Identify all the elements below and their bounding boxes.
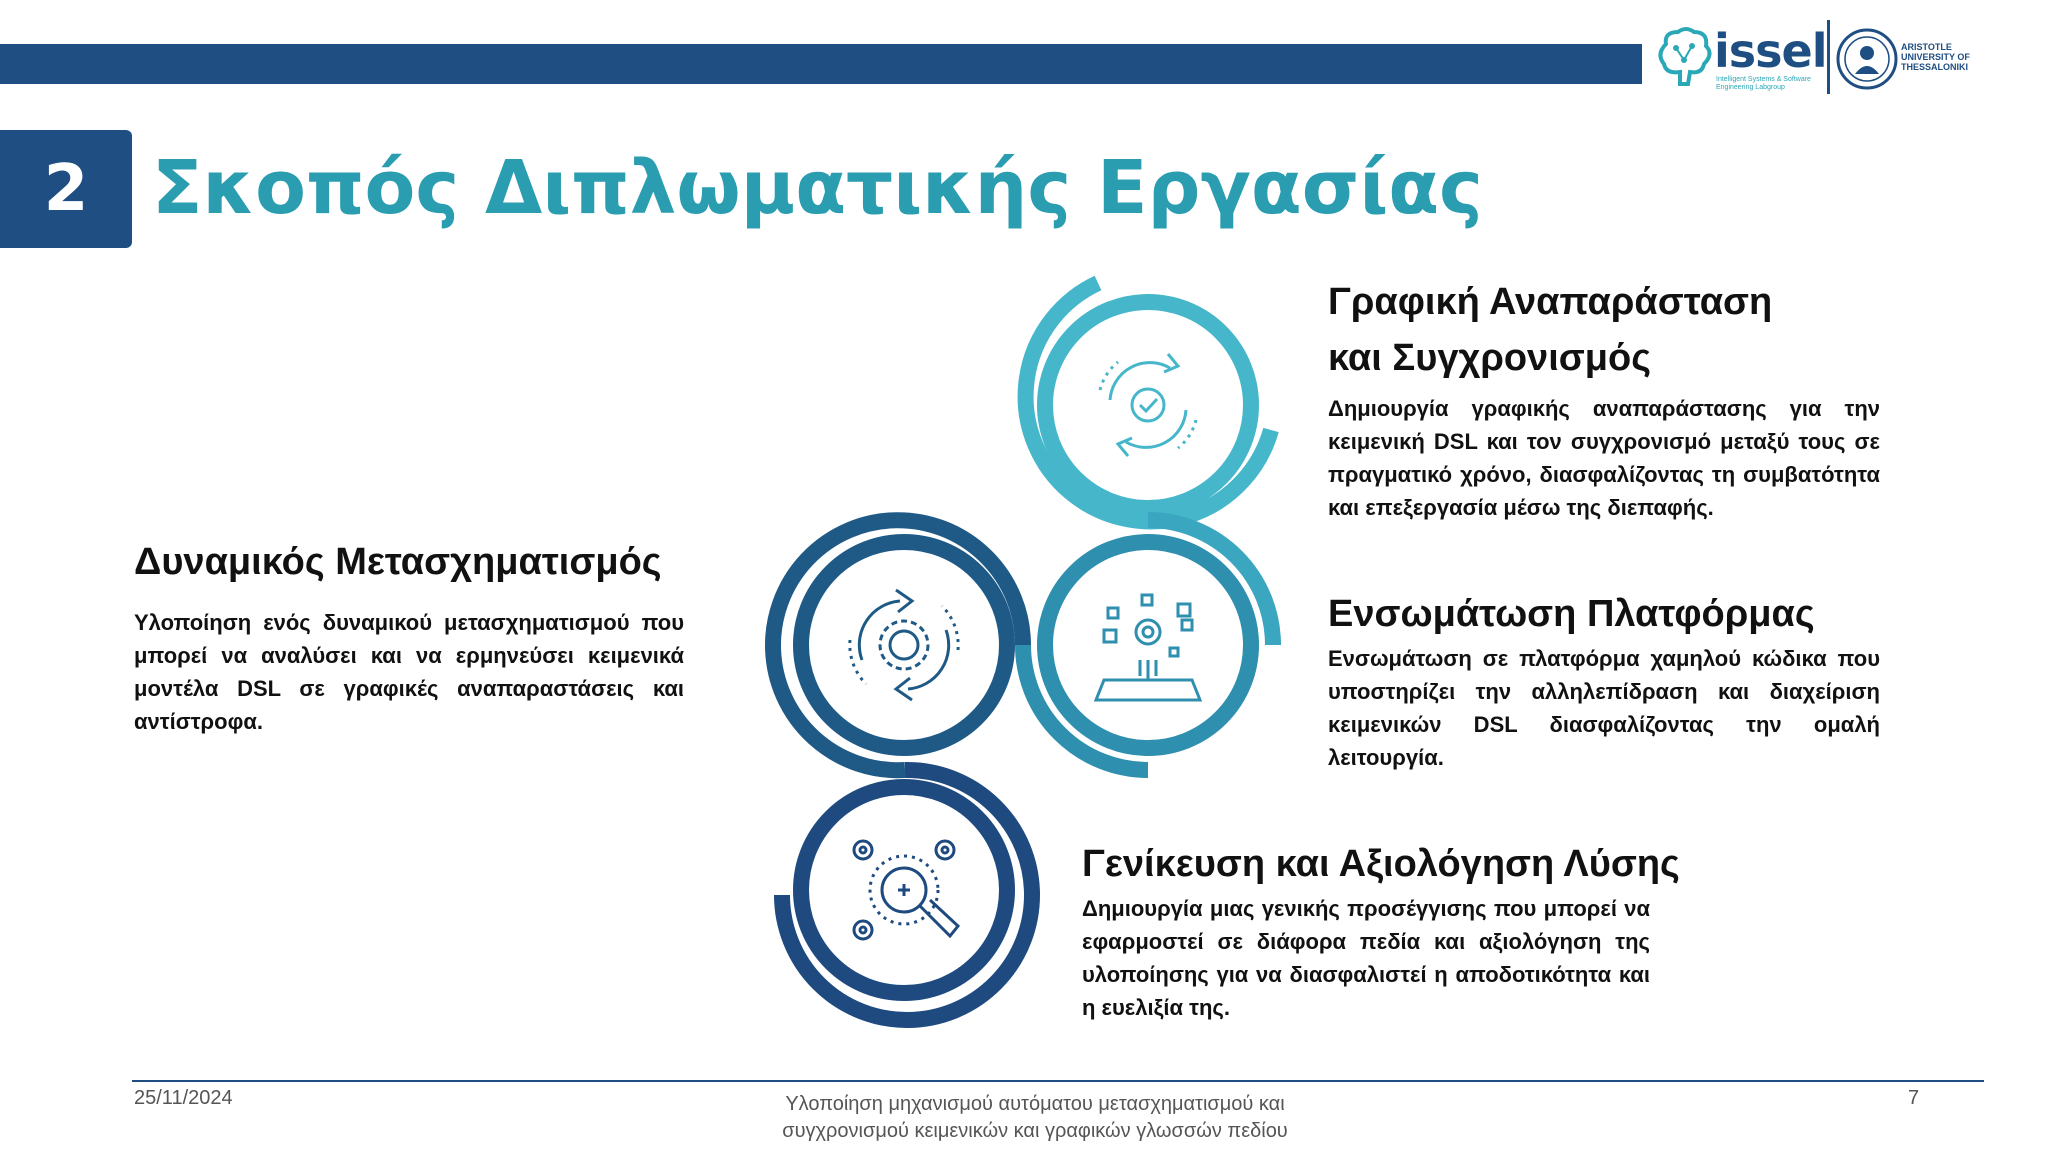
generalization-heading: Γενίκευση και Αξιολόγηση Λύσης xyxy=(1082,843,1680,885)
ring-mid-right xyxy=(1023,542,1251,770)
footer-divider xyxy=(132,1080,1984,1082)
platform-gears-icon xyxy=(1096,595,1200,700)
footer-caption-line2: συγχρονισμού κειμενικών και γραφικών γλωσσών πεδίου xyxy=(782,1120,1288,1142)
ring-mid-left xyxy=(773,520,1023,770)
graphic-sync-heading-line2: και Συγχρονισμός xyxy=(1328,337,1651,379)
page-title: Σκοπός Διπλωματικής Εργασίας xyxy=(152,145,1483,231)
university-seal-icon xyxy=(1836,28,1898,90)
generalization-text: Δημιουργία μιας γενικής προσέγγισης που μπορεί να εφαρμοστεί σε διάφορα πεδία και αξιολόγηση της υλοποίησης για να διασφαλιστεί η αποδοτικότητα και η ευελιξία της. xyxy=(1082,896,1650,1020)
graphic-sync-text: Δημιουργία γραφικής αναπαράστασης για την κειμενική DSL και τον συγχρονισμό μεταξύ τους σε πραγματικό χρόνο, διασφαλίζοντας τη συμβατότητα και επεξεργασία μέσω της διεπαφής. xyxy=(1328,396,1880,520)
section-number-badge: 2 xyxy=(0,130,132,248)
ring-bottom-left xyxy=(782,770,1032,1020)
sync-check-icon xyxy=(1100,354,1196,456)
footer-date: 25/11/2024 xyxy=(134,1087,233,1109)
footer-caption-line1: Υλοποίηση μηχανισμού αυτόματου μετασχηματισμού και xyxy=(785,1093,1285,1115)
university-name: ARISTOTLE UNIVERSITY OF THESSALONIKI xyxy=(1901,42,1970,72)
issel-tagline: Intelligent Systems & Software Engineering Labgroup xyxy=(1716,76,1811,91)
header-bar xyxy=(0,44,1642,84)
platform-integration-text: Ενσωμάτωση σε πλατφόρμα χαμηλού κώδικα που υποστηρίζει την αλληλεπίδραση και διαχείριση κειμενικών DSL διασφαλίζοντας την ομαλή λειτουργία. xyxy=(1328,646,1880,770)
gear-cycle-icon xyxy=(850,590,958,700)
platform-integration-heading: Ενσωμάτωση Πλατφόρμας xyxy=(1328,593,1815,635)
brain-logo-icon xyxy=(1654,24,1714,94)
dynamic-transformation-text: Υλοποίηση ενός δυναμικού μετασχηματισμού που μπορεί να αναλύσει και να ερμηνεύσει κειμενικά μοντέλα DSL σε γραφικές αναπαραστάσεις και αντίστροφα. xyxy=(134,610,684,734)
issel-logo-text: issel xyxy=(1714,24,1827,78)
logo-divider xyxy=(1827,20,1830,94)
graphic-sync-heading-line1: Γραφική Αναπαράσταση xyxy=(1328,281,1773,323)
page-number: 7 xyxy=(1908,1087,1920,1109)
footer-caption xyxy=(700,1091,1370,1145)
logo-group xyxy=(1652,18,1982,98)
gear-magnifier-icon xyxy=(854,841,958,939)
dynamic-transformation-heading: Δυναμικός Μετασχηματισμός xyxy=(134,541,662,583)
objectives-diagram xyxy=(760,270,1300,1050)
